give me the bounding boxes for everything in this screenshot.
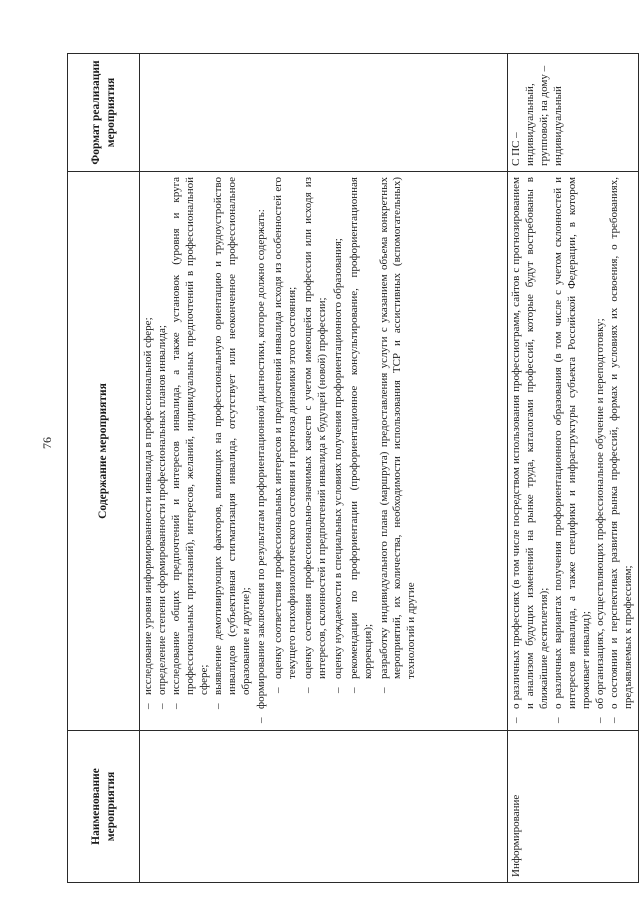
rotated-sheet bbox=[67, 54, 634, 883]
table-row bbox=[140, 54, 508, 883]
list-item: – оценку состояния профессионально-значимых качеств с учетом имеющейся профессии или исходя из интересов, склонностей и предпочтений инвалида к будущей (новой) профессии; bbox=[302, 177, 330, 695]
list-item: – о различных профессиях (в том числе посредством использования профессиограмм, сайтов с прогнозированием и анализом будущих изменений на рынке труда, каталогами профессий, которые будут востребованы в ближайшие десятилетия); bbox=[510, 177, 552, 725]
header-content: Содержание мероприятия bbox=[68, 172, 140, 731]
list-item: – об организациях, осуществляющих профессиональное обучение и переподготовку; bbox=[594, 177, 608, 725]
table-header-row bbox=[68, 54, 140, 883]
header-name: Наименование мероприятия bbox=[68, 731, 140, 883]
header-format: Формат реализации мероприятия bbox=[68, 54, 140, 172]
sub-list bbox=[272, 177, 420, 725]
intro-list bbox=[142, 177, 254, 725]
table-row bbox=[508, 54, 639, 883]
list-item: – о состоянии и перспективах развития рынка профессий, формах и условиях их освоения, о требованиях, предъявляемых к профессиям; bbox=[608, 177, 636, 725]
measures-table bbox=[67, 53, 639, 883]
list-item: – оценку соответствия профессиональных интересов и предпочтений инвалида исходя из особенностей его текущего психофизиологического состояния и прогноза динамики этого состояния; bbox=[272, 177, 300, 695]
row1-content-cell bbox=[140, 172, 508, 731]
row2-content-cell bbox=[508, 172, 639, 731]
list-item: – исследование уровня информированности инвалида в профессиональной сфере; bbox=[142, 177, 156, 711]
page-number: 76 bbox=[40, 437, 54, 449]
main-item: – формирование заключения по результатам профориентационной диагностики, которое должно содержать: bbox=[255, 177, 269, 725]
list-item: – исследование общих предпочтений и интересов инвалида, а также установок (уровня и круга профессиональных притязаний), интересов, желаний, индивидуальных предпочтений в профессиональной сфере; bbox=[170, 177, 212, 711]
list-item: – определение степени сформированности профессиональных планов инвалида; bbox=[156, 177, 170, 711]
row1-format-cell bbox=[140, 54, 508, 172]
list-item: – о различных вариантах получения профориентационного образования (в том числе с учетом склонностей и интересов инвалида, а также специфики и инфраструктуры субъекта Российской Федерации, в котором проживает инвалид); bbox=[552, 177, 594, 725]
list-item: – оценку нуждаемости в специальных условиях получения профориентационного образования; bbox=[332, 177, 346, 695]
info-list bbox=[510, 177, 636, 725]
row2-format-cell: С ПС – индивидуальный, групповой; на дому – индивидуальный bbox=[508, 54, 639, 172]
row1-name-cell bbox=[140, 731, 508, 883]
row2-name-cell: Информирование bbox=[508, 731, 639, 883]
list-item: – выявление демотивирующих факторов, влияющих на профессиональную ориентацию и трудоустройство инвалидов (субъективная стигматизация инвалида, отсутствует или неоконченное профессиональное образование и другие); bbox=[212, 177, 254, 711]
list-item: – разработку индивидуального плана (маршрута) предоставления услуги с указанием объема конкретных мероприятий, их количества, необходимости использования ТСР и ассистивных (вспомогательных) технологий и другие bbox=[378, 177, 420, 695]
list-item: – рекомендации по профориентации (профориентационное консультирование, профориентационная коррекция); bbox=[348, 177, 376, 695]
